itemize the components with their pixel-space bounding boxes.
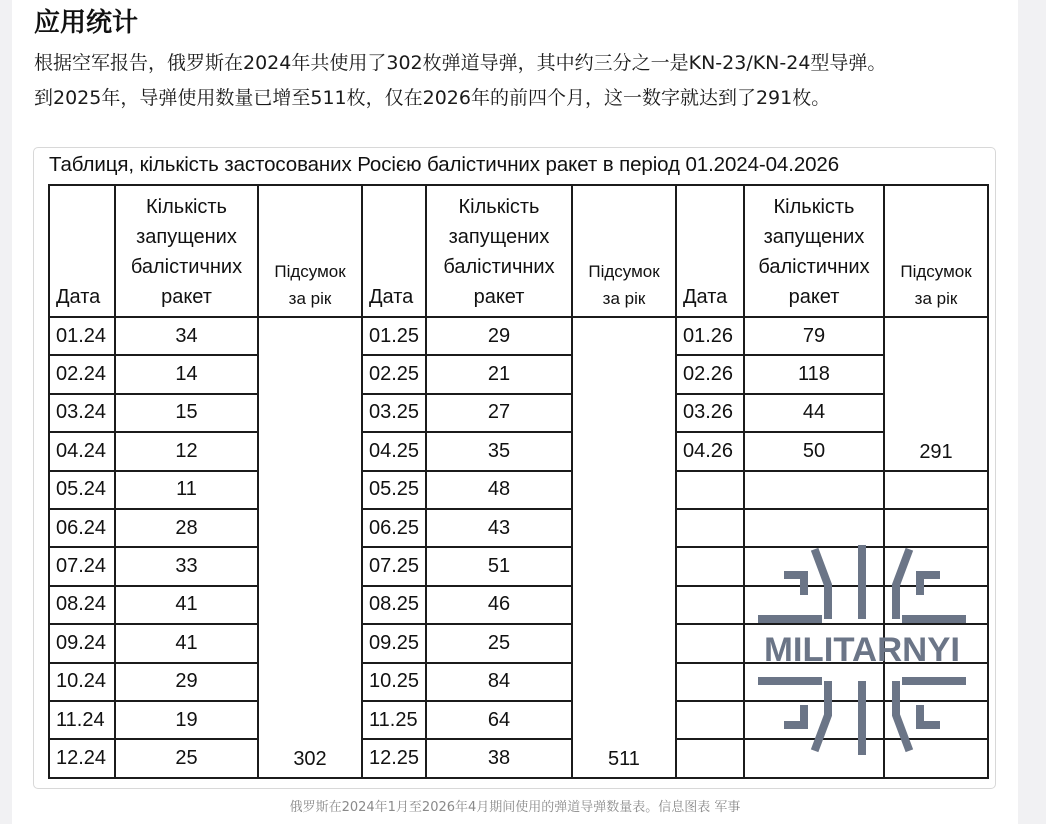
missile-count-cell: 12 [115, 432, 258, 470]
missile-count-cell [744, 586, 884, 624]
date-cell: 06.24 [49, 509, 115, 547]
date-cell: 03.25 [362, 394, 426, 432]
header-count-line: ракет [161, 286, 212, 308]
paragraph-line-1: 根据空军报告，俄罗斯在2024年共使用了302枚弹道导弹，其中约三分之一是KN-23/KN-24型导弹。 [34, 52, 887, 74]
table-row [49, 624, 988, 662]
yearly-total-cell: 291 [884, 317, 988, 471]
date-cell: 10.24 [49, 663, 115, 701]
missile-count-cell: 84 [426, 663, 572, 701]
missile-count-cell: 41 [115, 624, 258, 662]
empty-total-cell [884, 471, 988, 509]
table-row [49, 471, 988, 509]
table-row [49, 509, 988, 547]
table-title: Таблиця, кількість застосованих Росією балістичних ракет в період 01.2024-04.2026 [49, 153, 840, 176]
date-cell: 02.26 [676, 355, 744, 393]
missile-count-cell: 25 [426, 624, 572, 662]
date-cell: 01.26 [676, 317, 744, 355]
header-count-2024 [115, 185, 258, 317]
table-row [49, 432, 988, 470]
empty-total-cell [884, 739, 988, 777]
header-total-line: Підсумок [274, 262, 346, 281]
missile-count-cell: 43 [426, 509, 572, 547]
missile-count-cell [744, 547, 884, 585]
header-total-2024 [258, 185, 362, 317]
date-cell: 09.25 [362, 624, 426, 662]
header-date-2024: Дата [49, 185, 115, 317]
header-total-line: за рік [914, 289, 958, 308]
date-cell [676, 471, 744, 509]
table-row [49, 355, 988, 393]
section-heading: 应用统计 [34, 8, 139, 38]
yearly-total-cell: 511 [572, 317, 676, 778]
header-count-line: запущених [448, 226, 550, 248]
empty-total-cell [884, 509, 988, 547]
date-cell [676, 586, 744, 624]
empty-total-cell [884, 586, 988, 624]
header-count-2025 [426, 185, 572, 317]
header-total-2025 [572, 185, 676, 317]
date-cell: 03.24 [49, 394, 115, 432]
missile-count-cell: 25 [115, 739, 258, 777]
missile-count-cell: 44 [744, 394, 884, 432]
header-date-2025: Дата [362, 185, 426, 317]
date-cell: 03.26 [676, 394, 744, 432]
missile-count-cell [744, 701, 884, 739]
missile-count-cell: 28 [115, 509, 258, 547]
missile-table [48, 184, 989, 779]
missile-count-cell: 29 [115, 663, 258, 701]
missile-count-cell: 48 [426, 471, 572, 509]
header-total-2026 [884, 185, 988, 317]
article-page [12, 0, 1018, 824]
header-count-line: Кількість [773, 196, 855, 218]
missile-count-cell: 41 [115, 586, 258, 624]
missile-count-cell [744, 509, 884, 547]
date-cell [676, 701, 744, 739]
figure-caption: 俄罗斯在2024年1月至2026年4月期间使用的弹道导弹数量表。信息图表 军事 [289, 800, 741, 815]
missile-count-cell: 38 [426, 739, 572, 777]
table-row [49, 663, 988, 701]
figure-card[interactable] [33, 147, 996, 789]
missile-count-cell: 11 [115, 471, 258, 509]
missile-count-cell [744, 739, 884, 777]
date-cell: 01.24 [49, 317, 115, 355]
header-total-line: за рік [288, 289, 332, 308]
date-cell: 04.26 [676, 432, 744, 470]
missile-count-cell: 46 [426, 586, 572, 624]
missile-count-cell: 50 [744, 432, 884, 470]
empty-total-cell [884, 701, 988, 739]
header-count-line: Кількість [146, 196, 227, 218]
missile-count-cell: 35 [426, 432, 572, 470]
date-cell: 05.25 [362, 471, 426, 509]
missile-count-cell: 118 [744, 355, 884, 393]
date-cell: 07.24 [49, 547, 115, 585]
header-count-line: балістичних [130, 256, 243, 278]
header-date-2026: Дата [676, 185, 744, 317]
table-header-row [49, 185, 988, 317]
date-cell: 04.25 [362, 432, 426, 470]
date-cell: 12.25 [362, 739, 426, 777]
date-cell: 09.24 [49, 624, 115, 662]
date-cell: 01.25 [362, 317, 426, 355]
missile-count-cell: 34 [115, 317, 258, 355]
missile-count-cell [744, 663, 884, 701]
date-cell [676, 624, 744, 662]
missile-count-cell [744, 624, 884, 662]
date-cell [676, 663, 744, 701]
date-cell: 06.25 [362, 509, 426, 547]
header-count-line: балістичних [758, 256, 870, 278]
missile-count-cell: 27 [426, 394, 572, 432]
missile-count-cell: 21 [426, 355, 572, 393]
date-cell: 07.25 [362, 547, 426, 585]
header-count-line: запущених [136, 226, 237, 248]
date-cell: 11.25 [362, 701, 426, 739]
date-cell: 02.24 [49, 355, 115, 393]
watermark-text: MILITARNYI [764, 631, 960, 669]
header-count-line: Кількість [458, 196, 540, 218]
date-cell [676, 739, 744, 777]
date-cell: 11.24 [49, 701, 115, 739]
yearly-total-cell: 302 [258, 317, 362, 778]
header-total-line: Підсумок [588, 262, 660, 281]
paragraph-line-2: 到2025年，导弹使用数量已增至511枚，仅在2026年的前四个月，这一数字就达到了291枚。 [34, 87, 831, 109]
missile-count-cell: 51 [426, 547, 572, 585]
date-cell: 02.25 [362, 355, 426, 393]
header-total-line: за рік [602, 289, 646, 308]
date-cell [676, 547, 744, 585]
header-count-line: балістичних [443, 256, 555, 278]
table-row [49, 547, 988, 585]
date-cell [676, 509, 744, 547]
date-cell: 08.24 [49, 586, 115, 624]
table-row [49, 317, 988, 355]
missile-count-cell: 29 [426, 317, 572, 355]
empty-total-cell [884, 663, 988, 701]
missile-count-cell: 79 [744, 317, 884, 355]
header-count-line: ракет [788, 286, 840, 308]
empty-total-cell [884, 624, 988, 662]
page-scroll-gutter[interactable] [1018, 0, 1046, 824]
table-row [49, 394, 988, 432]
table-row [49, 701, 988, 739]
missile-count-cell: 14 [115, 355, 258, 393]
missile-count-cell: 33 [115, 547, 258, 585]
missile-count-cell: 15 [115, 394, 258, 432]
header-count-line: запущених [763, 226, 865, 248]
date-cell: 10.25 [362, 663, 426, 701]
empty-total-cell [884, 547, 988, 585]
header-total-line: Підсумок [900, 262, 972, 281]
date-cell: 12.24 [49, 739, 115, 777]
article-paragraph [34, 46, 1009, 116]
missile-count-cell: 64 [426, 701, 572, 739]
table-row [49, 586, 988, 624]
date-cell: 04.24 [49, 432, 115, 470]
date-cell: 08.25 [362, 586, 426, 624]
date-cell: 05.24 [49, 471, 115, 509]
header-count-line: ракет [473, 286, 525, 308]
header-count-2026 [744, 185, 884, 317]
missile-count-cell [744, 471, 884, 509]
missile-count-cell: 19 [115, 701, 258, 739]
table-row [49, 739, 988, 777]
